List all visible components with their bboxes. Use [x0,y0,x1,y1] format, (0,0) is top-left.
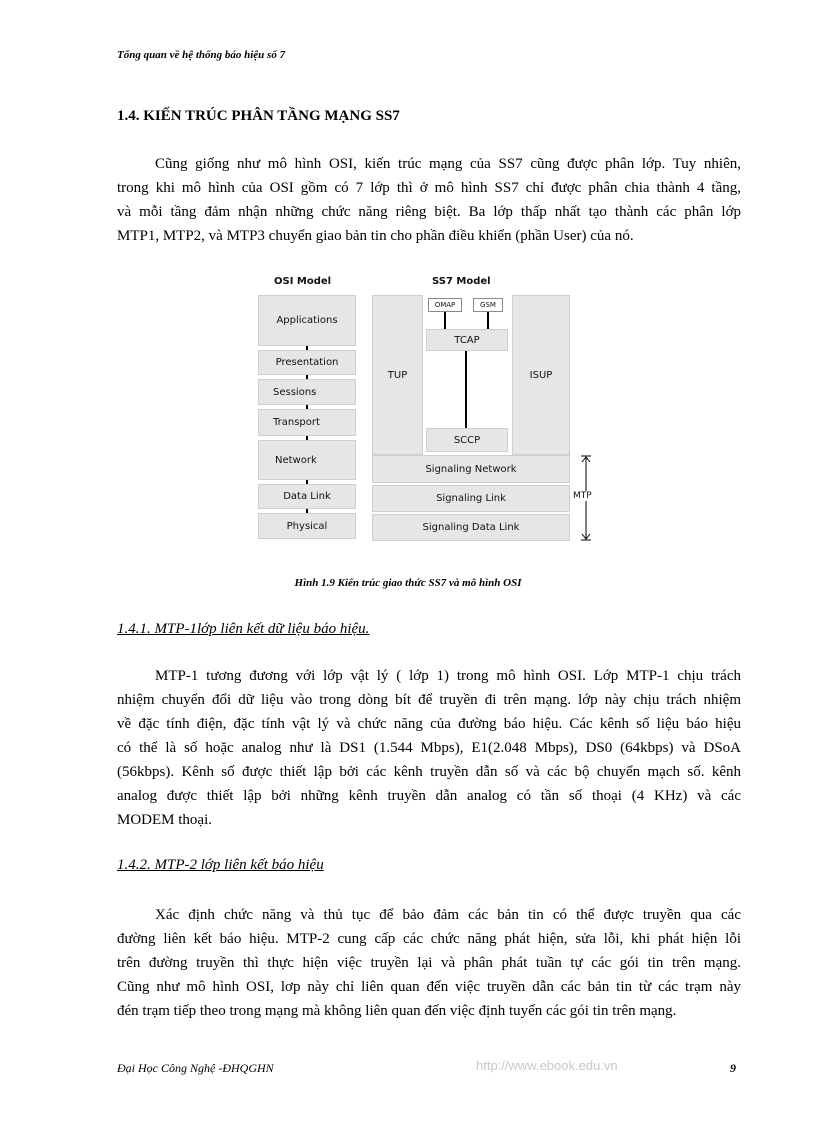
mtp2-paragraph [117,903,741,1023]
ss7-osi-figure [255,274,595,544]
osi-layer-network: Network [258,440,356,480]
paragraph-line: MTP-1 tương đương với lớp vật lý ( lớp 1) trong mô hình OSI. Lớp MTP-1 chịu trách [155,668,741,684]
ss7-signaling-network: Signaling Network [372,455,570,483]
subsection-title-mtp2: 1.4.2. MTP-2 lớp liên kết báo hiệu [117,857,324,873]
connector [444,312,446,329]
paragraph-line: Xác định chức năng và thủ tục để bảo đảm các bản tin có thể được truyền qua các [155,907,741,923]
ss7-omap: OMAP [428,298,462,312]
mtp-label: MTP [573,491,592,501]
ss7-isup: ISUP [512,295,570,455]
ss7-signaling-data-link: Signaling Data Link [372,514,570,541]
ss7-signaling-link: Signaling Link [372,485,570,512]
intro-paragraph [117,152,741,248]
running-header: Tổng quan về hệ thống báo hiệu số 7 [117,49,286,61]
osi-layer-sessions: Sessions [258,379,356,405]
paragraph-line: MTP1, MTP2, và MTP3 chuyển giao bản tin cho phần điều khiển (phần User) của nó. [117,228,634,244]
paragraph-line: analog được thiết lập bởi những kênh truyền dẫn analog có tần số thoại (4 KHz) và các [117,788,741,804]
osi-layer-data-link: Data Link [258,484,356,509]
figure-caption: Hình 1.9 Kiến trúc giao thức SS7 và mô hình OSI [294,577,522,589]
paragraph-line: Cũng như mô hình OSI, lơp này chỉ liên quan đến việc truyền dẫn các bản tin từ các trạm này [117,979,741,995]
section-title: 1.4. KIẾN TRÚC PHÂN TẦNG MẠNG SS7 [117,108,400,124]
osi-layer-applications: Applications [258,295,356,346]
mtp1-paragraph [117,664,741,832]
ss7-tcap: TCAP [426,329,508,351]
paragraph-line: nhiệm chuyển đổi dữ liệu vào trong dòng bít để truyền đi trên mạng. lớp này chịu trách nhiệm [117,692,741,708]
paragraph-line: MODEM thoại. [117,812,212,828]
page-number: 9 [730,1061,736,1075]
osi-layer-physical: Physical [258,513,356,539]
paragraph-line: Cũng giống như mô hình OSI, kiến trúc mạng của SS7 cũng được phân lớp. Tuy nhiên, [155,156,741,172]
osi-model-title: OSI Model [274,276,332,287]
ss7-gsm: GSM [473,298,503,312]
paragraph-line: trong khi mô hình của OSI gồm có 7 lớp thì ở mô hình SS7 chỉ được phân chia thành 4 tầng, [117,180,741,196]
ss7-tup: TUP [372,295,423,455]
paragraph-line: có thể là số hoặc analog như là DS1 (1.544 Mbps), E1(2.048 Mbps), DS0 (64kbps) và DSoA [117,740,741,756]
paragraph-line: và mỗi tầng đảm nhận những chức năng riêng biệt. Ba lớp thấp nhất tạo thành các phân lớp [117,204,741,220]
osi-layer-presentation: Presentation [258,350,356,375]
paragraph-line: trên đường truyền thì thực hiện việc truyền lại và phân phát tuần tự các gói tin trên mạng. [117,955,741,971]
ss7-sccp: SCCP [426,428,508,452]
footer-url: http://www.ebook.edu.vn [476,1058,618,1073]
ss7-model-title: SS7 Model [432,276,491,287]
paragraph-line: đén trạm tiếp theo trong mạng mà không liên quan đến việc định tuyến các gói tin trên mạng. [117,1003,677,1019]
subsection-title-mtp1: 1.4.1. MTP-1lớp liên kết dữ liệu báo hiệu. [117,621,370,637]
connector [487,312,489,329]
paragraph-line: (56kbps). Kênh số được thiết lập bởi các kênh truyền dẫn số và các bộ chuyển mạch số. kênh [117,764,741,780]
osi-layer-transport: Transport [258,409,356,436]
paragraph-line: đường liên kết báo hiệu. MTP-2 cung cấp các chức năng phát hiện, sửa lỗi, khi phát hiện lỗi [117,931,741,947]
paragraph-line: về đặc tính điện, đặc tính vật lý và chức năng của đường báo hiệu. Các kênh số liệu báo hiệu [117,716,741,732]
footer-institution: Đại Học Công Nghệ -ĐHQGHN [117,1061,274,1075]
connector [465,351,467,428]
